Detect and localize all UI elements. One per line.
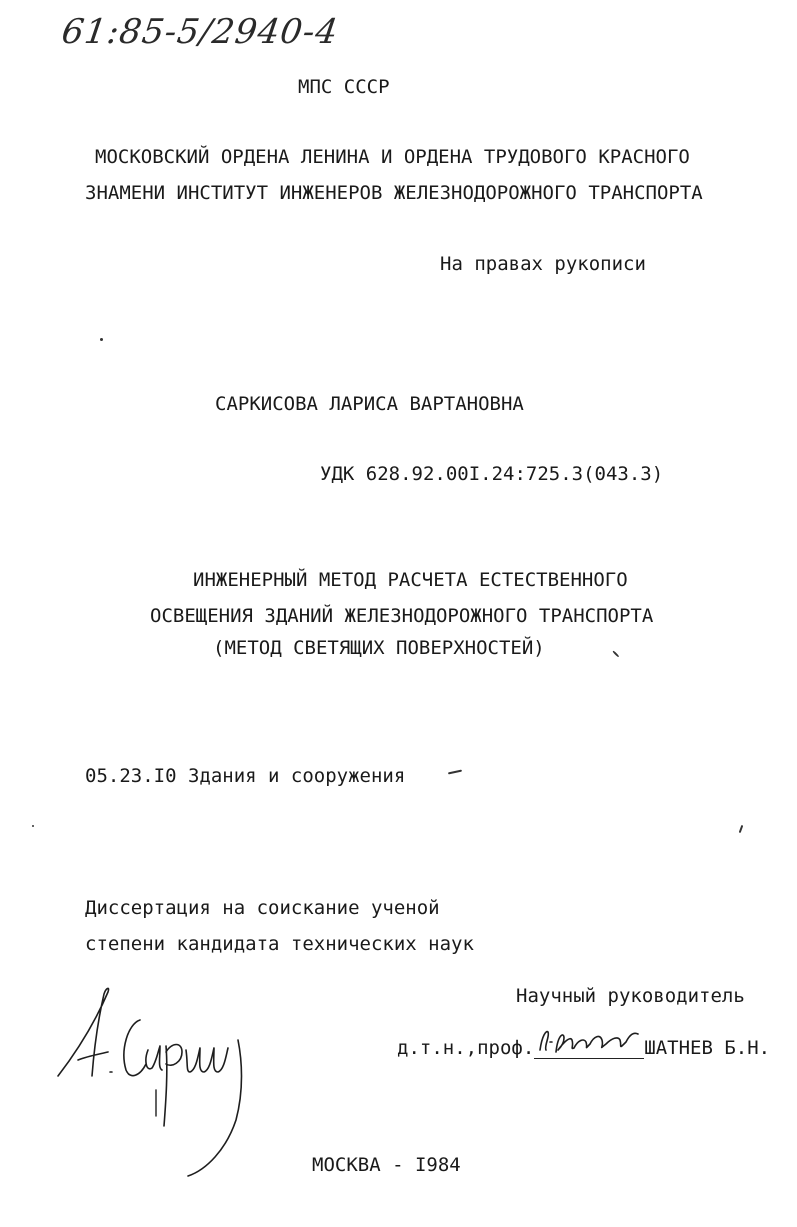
- ministry-heading: МПС СССР: [298, 76, 390, 98]
- advisor-signature: [534, 1036, 644, 1059]
- dissertation-title-line-1: ИНЖЕНЕРНЫЙ МЕТОД РАСЧЕТА ЕСТЕСТВЕННОГО: [193, 569, 628, 591]
- dissertation-title-line-2: ОСВЕЩЕНИЯ ЗДАНИЙ ЖЕЛЕЗНОДОРОЖНОГО ТРАНСПОРТА: [150, 605, 654, 627]
- udc-code: УДК 628.92.00I.24:725.3(043.3): [320, 463, 664, 485]
- specialty-code: 05.23.I0 Здания и сооружения: [85, 765, 406, 787]
- dissertation-title-line-3: (МЕТОД СВЕТЯЩИХ ПОВЕРХНОСТЕЙ): [213, 637, 545, 659]
- author-name: САРКИСОВА ЛАРИСА ВАРТАНОВНА: [215, 393, 524, 415]
- advisor-line: [397, 1036, 770, 1059]
- paper-speck: [32, 825, 34, 827]
- city-and-year: МОСКВА - I984: [312, 1154, 461, 1176]
- author-signature: [48, 980, 288, 1184]
- advisor-label: Научный руководитель: [516, 985, 745, 1007]
- institution-name-line-1: МОСКОВСКИЙ ОРДЕНА ЛЕНИНА И ОРДЕНА ТРУДОВОГО КРАСНОГО: [95, 146, 690, 168]
- paper-speck: [613, 650, 620, 657]
- institution-name-line-2: ЗНАМЕНИ ИНСТИТУТ ИНЖЕНЕРОВ ЖЕЛЕЗНОДОРОЖНОГО ТРАНСПОРТА: [85, 182, 703, 204]
- archive-handwritten-mark: 61:85-5/2940-4: [59, 12, 342, 52]
- paper-speck: [739, 825, 744, 833]
- dissertation-degree-line-2: степени кандидата технических наук: [85, 933, 474, 955]
- advisor-name: ШАТНЕВ Б.Н.: [644, 1037, 771, 1059]
- dissertation-degree-line-1: Диссертация на соискание ученой: [85, 897, 440, 919]
- manuscript-rights-note: На правах рукописи: [440, 253, 646, 275]
- paper-speck: [100, 338, 103, 341]
- advisor-degree: д.т.н.,проф.: [397, 1037, 535, 1059]
- paper-speck: [448, 770, 462, 775]
